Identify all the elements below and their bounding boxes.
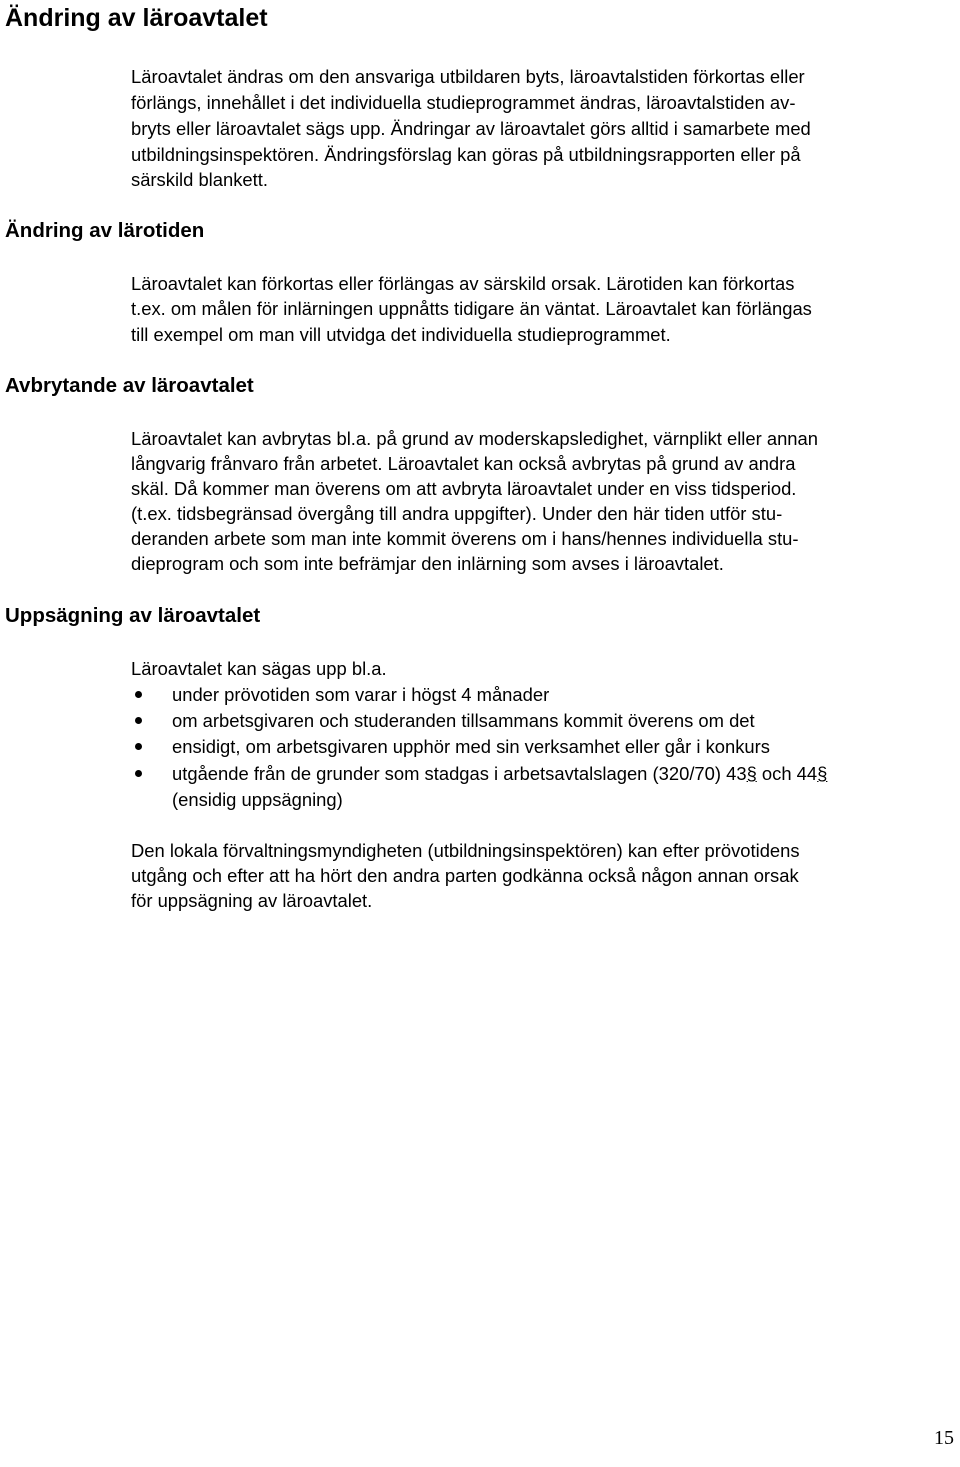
paragraph-line: förlängs, innehållet i det individuella studieprogrammet ändras, läroavtalstiden av- [131, 92, 796, 113]
paragraph-line: särskild blankett. [131, 169, 268, 190]
bullet-icon [135, 717, 142, 724]
paragraph-line: utbildningsinspektören. Ändringsförslag kan göras på utbildningsrapporten eller på [131, 144, 801, 165]
paragraph-line: Läroavtalet ändras om den ansvariga utbildaren byts, läroavtalstiden förkortas eller [131, 66, 805, 87]
paragraph-line: (t.ex. tidsbegränsad övergång till andra uppgifter). Under den här tiden utför stu- [131, 503, 783, 524]
list-item-continuation: (ensidig uppsägning) [172, 789, 343, 810]
list-item [131, 708, 931, 733]
paragraph-line: långvarig frånvaro från arbetet. Läroavtalet kan också avbrytas på grund av andra [131, 453, 796, 474]
list-item-text: ensidigt, om arbetsgivaren upphör med sin verksamhet eller går i konkurs [172, 736, 770, 757]
paragraph-line: bryts eller läroavtalet sägs upp. Ändringar av läroavtalet görs alltid i samarbete med [131, 118, 811, 139]
page-title: Ändring av läroavtalet [5, 4, 268, 32]
bullet-icon [135, 743, 142, 750]
paragraph-line: för uppsägning av läroavtalet. [131, 890, 373, 911]
paragraph-line: Den lokala förvaltningsmyndigheten (utbildningsinspektören) kan efter prövotidens [131, 840, 800, 861]
bullet-icon [135, 691, 142, 698]
page-number: 15 [934, 1427, 954, 1449]
paragraph-line: till exempel om man vill utvidga det individuella studieprogrammet. [131, 324, 671, 345]
bullet-icon [135, 770, 142, 777]
list-item-text-part: och 44 [756, 763, 818, 784]
section-heading-uppsagning: Uppsägning av läroavtalet [5, 604, 261, 627]
paragraph-line: t.ex. om målen för inlärningen uppnåtts tidigare än väntat. Läroavtalet kan förlängas [131, 298, 812, 319]
paragraph-line: utgång och efter att ha hört den andra parten godkänna också någon annan orsak [131, 865, 799, 886]
uppsagning-lead: Läroavtalet kan sägas upp bl.a. [131, 658, 387, 679]
list-item [131, 761, 931, 786]
paragraph-line: Läroavtalet kan avbrytas bl.a. på grund av moderskapsledighet, värnplikt eller annan [131, 428, 818, 449]
list-item-text [172, 761, 827, 786]
paragraph-line: Läroavtalet kan förkortas eller förlängas av särskild orsak. Lärotiden kan förkortas [131, 273, 795, 294]
list-item [131, 682, 931, 707]
section-heading-avbrytande: Avbrytande av läroavtalet [5, 374, 254, 397]
section-sign: § [817, 763, 828, 784]
section-heading-larotiden: Ändring av lärotiden [5, 219, 205, 242]
list-item-text: under prövotiden som varar i högst 4 månader [172, 684, 550, 705]
paragraph-line: skäl. Då kommer man överens om att avbryta läroavtalet under en viss tidsperiod. [131, 478, 797, 499]
list-item [131, 734, 931, 759]
section-sign: § [746, 763, 757, 784]
paragraph-line: dieprogram och som inte befrämjar den inlärning som avses i läroavtalet. [131, 553, 724, 574]
list-item-text-part: utgående från de grunder som stadgas i arbetsavtalslagen (320/70) 43 [172, 763, 747, 784]
paragraph-line: deranden arbete som man inte kommit överens om i hans/hennes individuella stu- [131, 528, 799, 549]
list-item-text: om arbetsgivaren och studeranden tillsammans kommit överens om det [172, 710, 755, 731]
